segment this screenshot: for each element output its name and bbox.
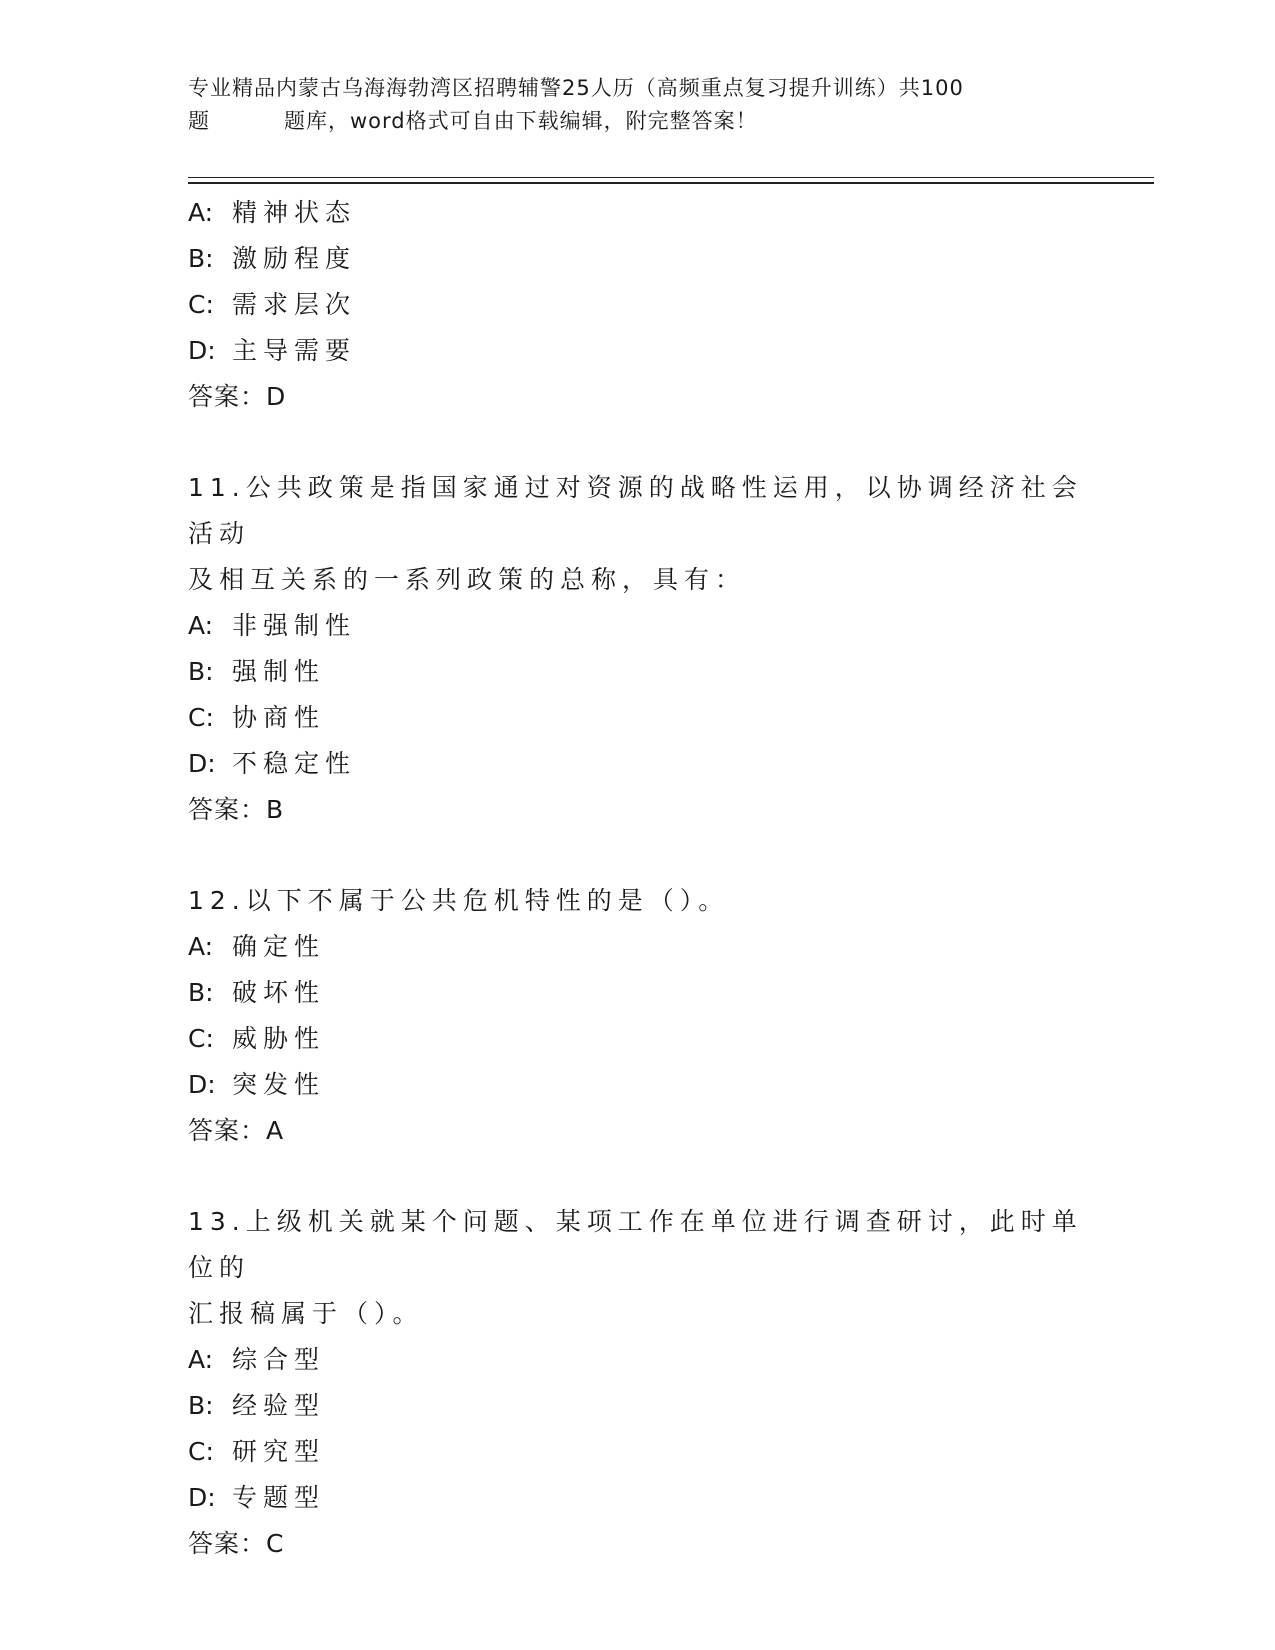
option-letter: C:	[188, 703, 214, 732]
option-d	[188, 328, 1088, 374]
option-a	[188, 603, 1088, 649]
option-b	[188, 970, 1088, 1016]
page-header	[188, 72, 1068, 138]
question-text-line2: 及相互关系的一系列政策的总称，具有：	[188, 565, 747, 594]
option-letter: B:	[188, 244, 214, 273]
question-13	[188, 1199, 1088, 1337]
option-text: 经验型	[232, 1391, 326, 1420]
option-letter: B:	[188, 978, 214, 1007]
option-letter: A:	[188, 1345, 214, 1374]
answer-line: 答案：B	[188, 795, 285, 824]
option-text: 需求层次	[232, 290, 357, 319]
option-d	[188, 1475, 1088, 1521]
option-text: 强制性	[232, 657, 326, 686]
option-letter: A:	[188, 932, 214, 961]
header-divider-thick	[188, 182, 1154, 184]
option-letter: D:	[188, 1483, 216, 1512]
answer-line: 答案：D	[188, 382, 287, 411]
option-letter: B:	[188, 1391, 214, 1420]
question-text-line1: 13.上级机关就某个问题、某项工作在单位进行调查研讨，此时单位的	[188, 1207, 1083, 1282]
option-text: 不稳定性	[232, 749, 357, 778]
option-c	[188, 1016, 1088, 1062]
question-12	[188, 878, 1088, 924]
option-c	[188, 282, 1088, 328]
option-letter: B:	[188, 657, 214, 686]
option-text: 专题型	[232, 1483, 326, 1512]
option-text: 研究型	[232, 1437, 326, 1466]
question-text-line1: 12.以下不属于公共危机特性的是（）。	[188, 886, 730, 915]
option-b	[188, 1383, 1088, 1429]
header-title-line2-start: 题	[188, 109, 210, 133]
option-letter: A:	[188, 611, 214, 640]
option-letter: C:	[188, 1437, 214, 1466]
option-a	[188, 924, 1088, 970]
option-c	[188, 695, 1088, 741]
header-title-line2-rest: 题库，word格式可自由下载编辑，附完整答案！	[284, 109, 758, 133]
option-text: 威胁性	[232, 1024, 326, 1053]
option-letter: C:	[188, 1024, 214, 1053]
option-text: 协商性	[232, 703, 326, 732]
option-letter: D:	[188, 1070, 216, 1099]
option-d	[188, 741, 1088, 787]
question-text-line2: 汇报稿属于（）。	[188, 1299, 424, 1328]
option-letter: C:	[188, 290, 214, 319]
answer-line: 答案：A	[188, 1116, 285, 1145]
option-a	[188, 190, 1088, 236]
option-text: 确定性	[232, 932, 326, 961]
option-letter: D:	[188, 336, 216, 365]
question-list	[188, 190, 1088, 1567]
option-text: 主导需要	[232, 336, 357, 365]
option-b	[188, 649, 1088, 695]
header-title-line1: 专业精品内蒙古乌海海勃湾区招聘辅警25人历（高频重点复习提升训练）共100	[188, 76, 964, 100]
question-text-line1: 11.公共政策是指国家通过对资源的战略性运用，以协调经济社会活动	[188, 473, 1083, 548]
header-divider-thin	[188, 177, 1154, 178]
header-title-line2	[188, 105, 1068, 138]
option-text: 破坏性	[232, 978, 326, 1007]
option-c	[188, 1429, 1088, 1475]
option-a	[188, 1337, 1088, 1383]
option-text: 激励程度	[232, 244, 357, 273]
option-text: 非强制性	[232, 611, 357, 640]
question-11	[188, 465, 1088, 603]
option-letter: A:	[188, 198, 214, 227]
answer-line: 答案：C	[188, 1529, 285, 1558]
option-text: 突发性	[232, 1070, 326, 1099]
option-text: 综合型	[232, 1345, 326, 1374]
option-letter: D:	[188, 749, 216, 778]
option-text: 精神状态	[232, 198, 357, 227]
option-b	[188, 236, 1088, 282]
option-d	[188, 1062, 1088, 1108]
